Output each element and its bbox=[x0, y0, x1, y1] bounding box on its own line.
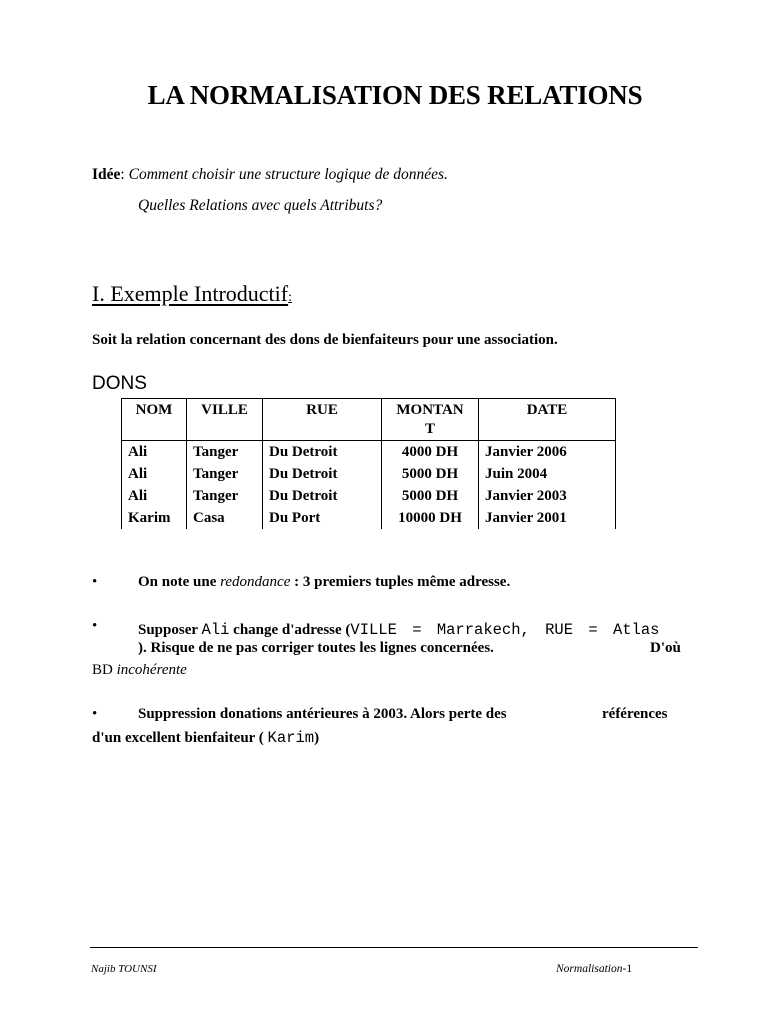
table-row bbox=[122, 485, 616, 507]
b3-line2-a: d'un excellent bienfaiteur ( bbox=[92, 730, 268, 746]
footer-page-info bbox=[556, 963, 632, 975]
cell-montant: 10000 DH bbox=[382, 507, 479, 529]
footer-rule bbox=[90, 947, 698, 948]
dons-table bbox=[121, 398, 616, 529]
section-heading-colon: : bbox=[288, 290, 292, 305]
b2-continuation bbox=[92, 662, 187, 679]
b3-line2-b: ) bbox=[314, 730, 320, 746]
b2-dou: D'où bbox=[650, 640, 681, 656]
b1-after: : 3 premiers tuples même adresse. bbox=[290, 574, 511, 590]
idea-question-1: Comment choisir une structure logique de données. bbox=[128, 166, 448, 183]
header-nom: NOM bbox=[122, 399, 187, 441]
section-heading-text: I. Exemple Introductif bbox=[92, 281, 289, 306]
table-row bbox=[122, 463, 616, 485]
footer-doc-name: Normalisation bbox=[556, 963, 623, 975]
b3-code-karim: Karim bbox=[267, 729, 315, 747]
idea-colon: : bbox=[120, 166, 125, 183]
b2-t1: Supposer bbox=[138, 622, 202, 638]
b1-italic: redondance bbox=[220, 574, 291, 590]
b3-line1-b: références bbox=[602, 706, 668, 722]
b2-t2: change d'adresse ( bbox=[229, 622, 351, 638]
bullet-redondance bbox=[138, 574, 510, 591]
b3-line1-a: Suppression donations antérieures à 2003. Alors perte des bbox=[138, 706, 507, 722]
b3-line2 bbox=[92, 729, 319, 747]
cell-nom: Ali bbox=[122, 441, 187, 464]
cell-ville: Tanger bbox=[187, 441, 263, 464]
b2-line2 bbox=[138, 640, 698, 657]
header-rue: RUE bbox=[263, 399, 382, 441]
page-title: LA NORMALISATION DES RELATIONS bbox=[147, 80, 643, 110]
cell-montant: 5000 DH bbox=[382, 463, 479, 485]
table-header-row bbox=[122, 399, 616, 441]
table-row bbox=[122, 507, 616, 529]
header-montant-line2: T bbox=[424, 421, 435, 437]
footer-author: Najib TOUNSI bbox=[91, 963, 157, 975]
cell-ville: Tanger bbox=[187, 485, 263, 507]
b2-code-address: VILLE = Marrakech, RUE = Atlas bbox=[350, 621, 660, 639]
b2-t3: ). Risque de ne pas corriger toutes les lignes concernées. bbox=[138, 640, 494, 656]
cell-nom: Ali bbox=[122, 485, 187, 507]
cell-montant: 5000 DH bbox=[382, 485, 479, 507]
cell-rue: Du Detroit bbox=[263, 463, 382, 485]
idea-question-2: Quelles Relations avec quels Attributs? bbox=[138, 197, 383, 214]
cell-date: Juin 2004 bbox=[479, 463, 616, 485]
cell-ville: Tanger bbox=[187, 463, 263, 485]
b1-before: On note une bbox=[138, 574, 221, 590]
idea-line bbox=[92, 166, 448, 184]
cell-montant: 4000 DH bbox=[382, 441, 479, 464]
header-ville: VILLE bbox=[187, 399, 263, 441]
b2-incoherente: incohérente bbox=[116, 662, 187, 678]
cell-nom: Karim bbox=[122, 507, 187, 529]
cell-nom: Ali bbox=[122, 463, 187, 485]
header-date: DATE bbox=[479, 399, 616, 441]
bullet-marker: • bbox=[92, 706, 98, 722]
bullet-marker: • bbox=[92, 574, 98, 590]
section-heading bbox=[92, 281, 292, 307]
cell-date: Janvier 2006 bbox=[479, 441, 616, 464]
bullet-change-address bbox=[138, 618, 698, 642]
cell-date: Janvier 2003 bbox=[479, 485, 616, 507]
cell-rue: Du Detroit bbox=[263, 485, 382, 507]
header-montant-line1: MONTAN bbox=[396, 402, 464, 418]
footer-sep: - bbox=[622, 963, 627, 975]
bullet-marker: • bbox=[92, 618, 98, 634]
footer-page-number: 1 bbox=[626, 963, 633, 975]
relation-name: DONS bbox=[92, 373, 147, 394]
cell-rue: Du Port bbox=[263, 507, 382, 529]
header-montant bbox=[382, 399, 479, 441]
table-row bbox=[122, 441, 616, 464]
cell-date: Janvier 2001 bbox=[479, 507, 616, 529]
b3-line1 bbox=[138, 706, 507, 723]
intro-paragraph: Soit la relation concernant des dons de bienfaiteurs pour une association. bbox=[92, 332, 558, 348]
b2-bd: BD bbox=[92, 662, 117, 678]
cell-ville: Casa bbox=[187, 507, 263, 529]
b2-line1 bbox=[138, 618, 698, 642]
b2-code-ali: Ali bbox=[201, 621, 230, 639]
idea-label: Idée bbox=[92, 166, 121, 183]
cell-rue: Du Detroit bbox=[263, 441, 382, 464]
